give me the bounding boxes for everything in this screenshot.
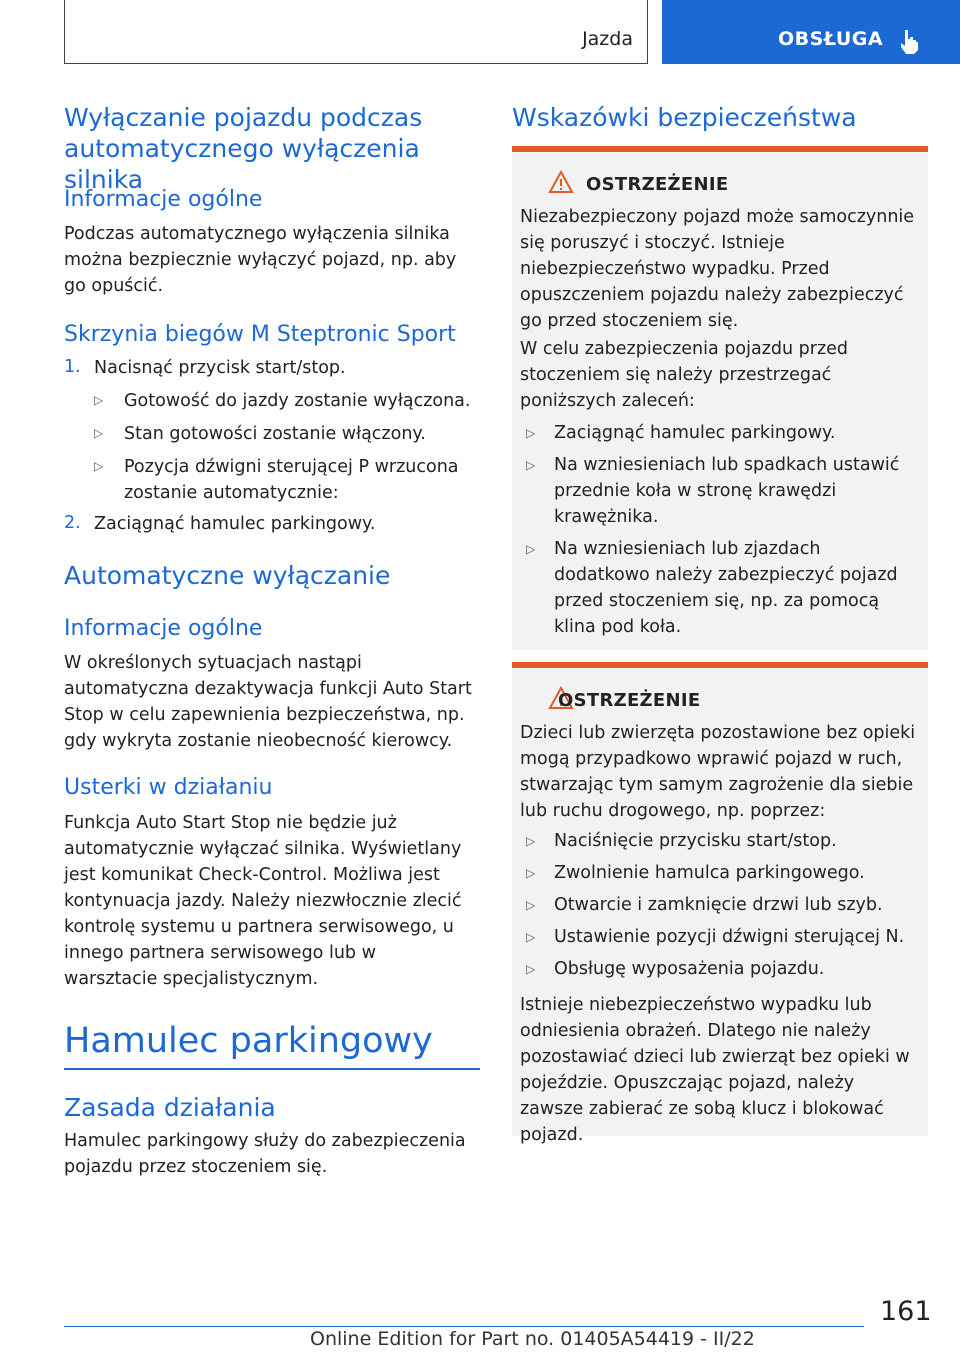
page-number: 161 xyxy=(880,1296,932,1327)
step-1-text: Nacisnąć przycisk start/stop. xyxy=(94,358,346,378)
section-divider xyxy=(64,1068,480,1070)
paragraph-faults: Funkcja Auto Start Stop nie będzie już automatycznie wyłączać silnika. Wyświetlany jest komunikat Check-Control. Możliwa jest kontynuacja jazdy. Należy niezwłocznie zlecić kontrolę systemu u partnera serwisowego, u innego partnera serwisowego lub w warsztacie specjalistycznym. xyxy=(64,813,462,989)
step-number-1: 1. xyxy=(64,357,81,377)
bullet-triangle-icon: ▷ xyxy=(94,393,104,407)
warning-1-paragraph-1: Niezabezpieczony pojazd może samoczynnie się poruszyć i stoczyć. Istnieje niebezpieczeństwo wypadku. Przed opuszczeniem pojazdu należy zabezpieczyć go przed stoczeniem się. xyxy=(520,207,915,331)
header-tab-label: OBSŁUGA xyxy=(778,28,884,50)
bullet-triangle-icon: ▷ xyxy=(94,459,104,473)
paragraph-general-info-2: W określonych sytuacjach nastąpi automatyczna dezaktywacja funkcji Auto Start Stop w celu zapewnienia bezpieczeństwa, np. gdy wykryta zostanie nieobecność kierowcy. xyxy=(64,653,472,751)
header-section-box xyxy=(64,0,648,64)
warning-2-item-3: Otwarcie i zamknięcie drzwi lub szyb. xyxy=(554,895,883,915)
warning-box-1 xyxy=(512,146,928,650)
heading-shutdown: Wyłączanie pojazdu podczas automatycznego wyłączenia silnika xyxy=(64,103,423,194)
footer-divider xyxy=(64,1326,864,1327)
step-1-sub-1: Gotowość do jazdy zostanie wyłączona. xyxy=(124,391,471,411)
warning-2-item-2: Zwolnienie hamulca parkingowego. xyxy=(554,863,865,883)
warning-2-item-1: Naciśnięcie przycisku start/stop. xyxy=(554,831,837,851)
header-tab xyxy=(662,0,960,64)
paragraph-general-info-1: Podczas automatycznego wyłączenia silnika można bezpiecznie wyłączyć pojazd, np. aby go opuścić. xyxy=(64,224,457,296)
step-2-text: Zaciągnąć hamulec parkingowy. xyxy=(94,514,376,534)
hand-pointer-icon xyxy=(898,28,920,54)
header-section-title: Jazda xyxy=(582,28,633,50)
footer-edition: Online Edition for Part no. 01405A54419 - II/22 xyxy=(310,1328,755,1350)
heading-gearbox: Skrzynia biegów M Steptronic Sport xyxy=(64,322,456,347)
bullet-triangle-icon: ▷ xyxy=(526,834,536,848)
step-1-sub-2: Stan gotowości zostanie włączony. xyxy=(124,424,426,444)
bullet-triangle-icon: ▷ xyxy=(526,458,536,472)
warning-2-paragraph-1: Dzieci lub zwierzęta pozostawione bez opieki mogą przypadkowo wprawić pojazd w ruch, stwarzając tym samym zagrożenie dla siebie lub ruchu drogowego, np. poprzez: xyxy=(520,723,916,821)
bullet-triangle-icon: ▷ xyxy=(94,426,104,440)
heading-principle: Zasada działania xyxy=(64,1093,276,1122)
heading-general-info-2: Informacje ogólne xyxy=(64,616,263,641)
bullet-triangle-icon: ▷ xyxy=(526,962,536,976)
warning-1-item-1: Zaciągnąć hamulec parkingowy. xyxy=(554,423,836,443)
warning-2-item-4: Ustawienie pozycji dźwigni sterującej N. xyxy=(554,927,905,947)
heading-safety: Wskazówki bezpieczeństwa xyxy=(512,103,857,132)
warning-title-1: OSTRZEŻENIE xyxy=(586,174,729,195)
bullet-triangle-icon: ▷ xyxy=(526,542,536,556)
step-number-2: 2. xyxy=(64,513,81,533)
paragraph-principle: Hamulec parkingowy służy do zabezpieczenia pojazdu przez stoczeniem się. xyxy=(64,1131,466,1177)
bullet-triangle-icon: ▷ xyxy=(526,426,536,440)
step-1-sub-3: Pozycja dźwigni sterującej P wrzucona zostanie automatycznie: xyxy=(124,457,459,503)
warning-2-paragraph-2: Istnieje niebezpieczeństwo wypadku lub odniesienia obrażeń. Dlatego nie należy pozostawiać dzieci lub zwierząt bez opieki w pojeździe. Opuszczając pojazd, należy zawsze zabierać ze sobą klucz i blokować pojazd. xyxy=(520,995,910,1145)
heading-automatic: Automatyczne wyłączanie xyxy=(64,561,391,590)
warning-1-paragraph-2: W celu zabezpieczenia pojazdu przed stoczeniem się należy przestrzegać poniższych zaleceń: xyxy=(520,339,849,411)
warning-bar xyxy=(512,662,928,668)
warning-2-item-5: Obsługę wyposażenia pojazdu. xyxy=(554,959,825,979)
heading-faults: Usterki w działaniu xyxy=(64,775,273,800)
bullet-triangle-icon: ▷ xyxy=(526,898,536,912)
warning-box-2 xyxy=(512,662,928,1145)
bullet-triangle-icon: ▷ xyxy=(526,866,536,880)
warning-bar xyxy=(512,146,928,152)
heading-general-info-1: Informacje ogólne xyxy=(64,187,263,212)
heading-parking-brake: Hamulec parkingowy xyxy=(64,1021,433,1061)
warning-1-item-3: Na wzniesieniach lub zjazdach dodatkowo należy zabezpieczyć pojazd przed stoczeniem się, np. za pomocą klina pod koła. xyxy=(554,539,898,637)
warning-1-item-2: Na wzniesieniach lub spadkach ustawić przednie koła w stronę krawędzi krawężnika. xyxy=(554,455,900,527)
warning-triangle-icon xyxy=(548,170,574,194)
bullet-triangle-icon: ▷ xyxy=(526,930,536,944)
warning-title-2: OSTRZEŻENIE xyxy=(558,690,701,711)
